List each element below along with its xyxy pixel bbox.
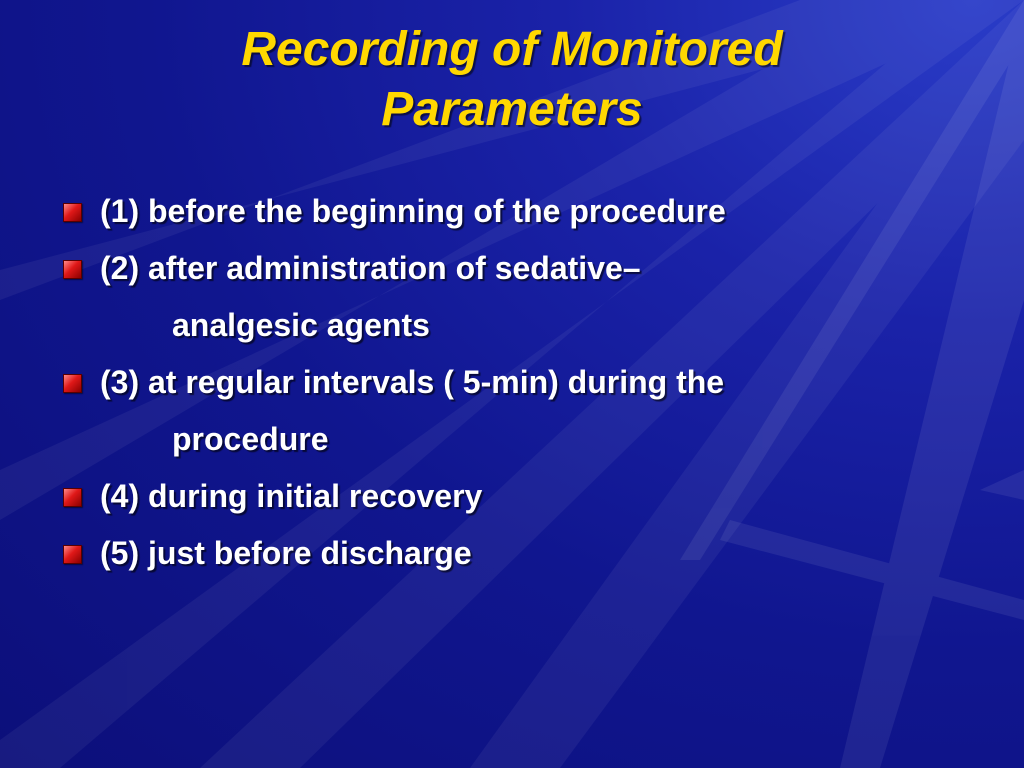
- bullet-text: (2) after administration of sedative–: [100, 250, 641, 286]
- red-square-bullet-icon: [63, 545, 82, 564]
- bullet-item: [60, 525, 980, 582]
- slide-title: [0, 20, 1024, 140]
- red-square-bullet-icon: [63, 203, 82, 222]
- bullet-continuation: analgesic agents: [172, 307, 430, 343]
- red-square-bullet-icon: [63, 260, 82, 279]
- red-square-bullet-icon: [63, 488, 82, 507]
- slide-title-line-1: Recording of Monitored: [241, 23, 783, 76]
- bullet-item: [60, 468, 980, 525]
- bullet-text: (5) just before discharge: [100, 535, 472, 571]
- slide-title-line-2: Parameters: [381, 83, 643, 136]
- bullet-item: [60, 354, 980, 468]
- bullet-item: [60, 240, 980, 354]
- red-square-bullet-icon: [63, 374, 82, 393]
- bullet-text: (3) at regular intervals ( 5-min) during the: [100, 364, 725, 400]
- bullet-continuation: procedure: [172, 421, 329, 457]
- bullet-list: [60, 183, 980, 582]
- bullet-text: (4) during initial recovery: [100, 478, 483, 514]
- bullet-item: [60, 183, 980, 240]
- bullet-text: (1) before the beginning of the procedure: [100, 193, 726, 229]
